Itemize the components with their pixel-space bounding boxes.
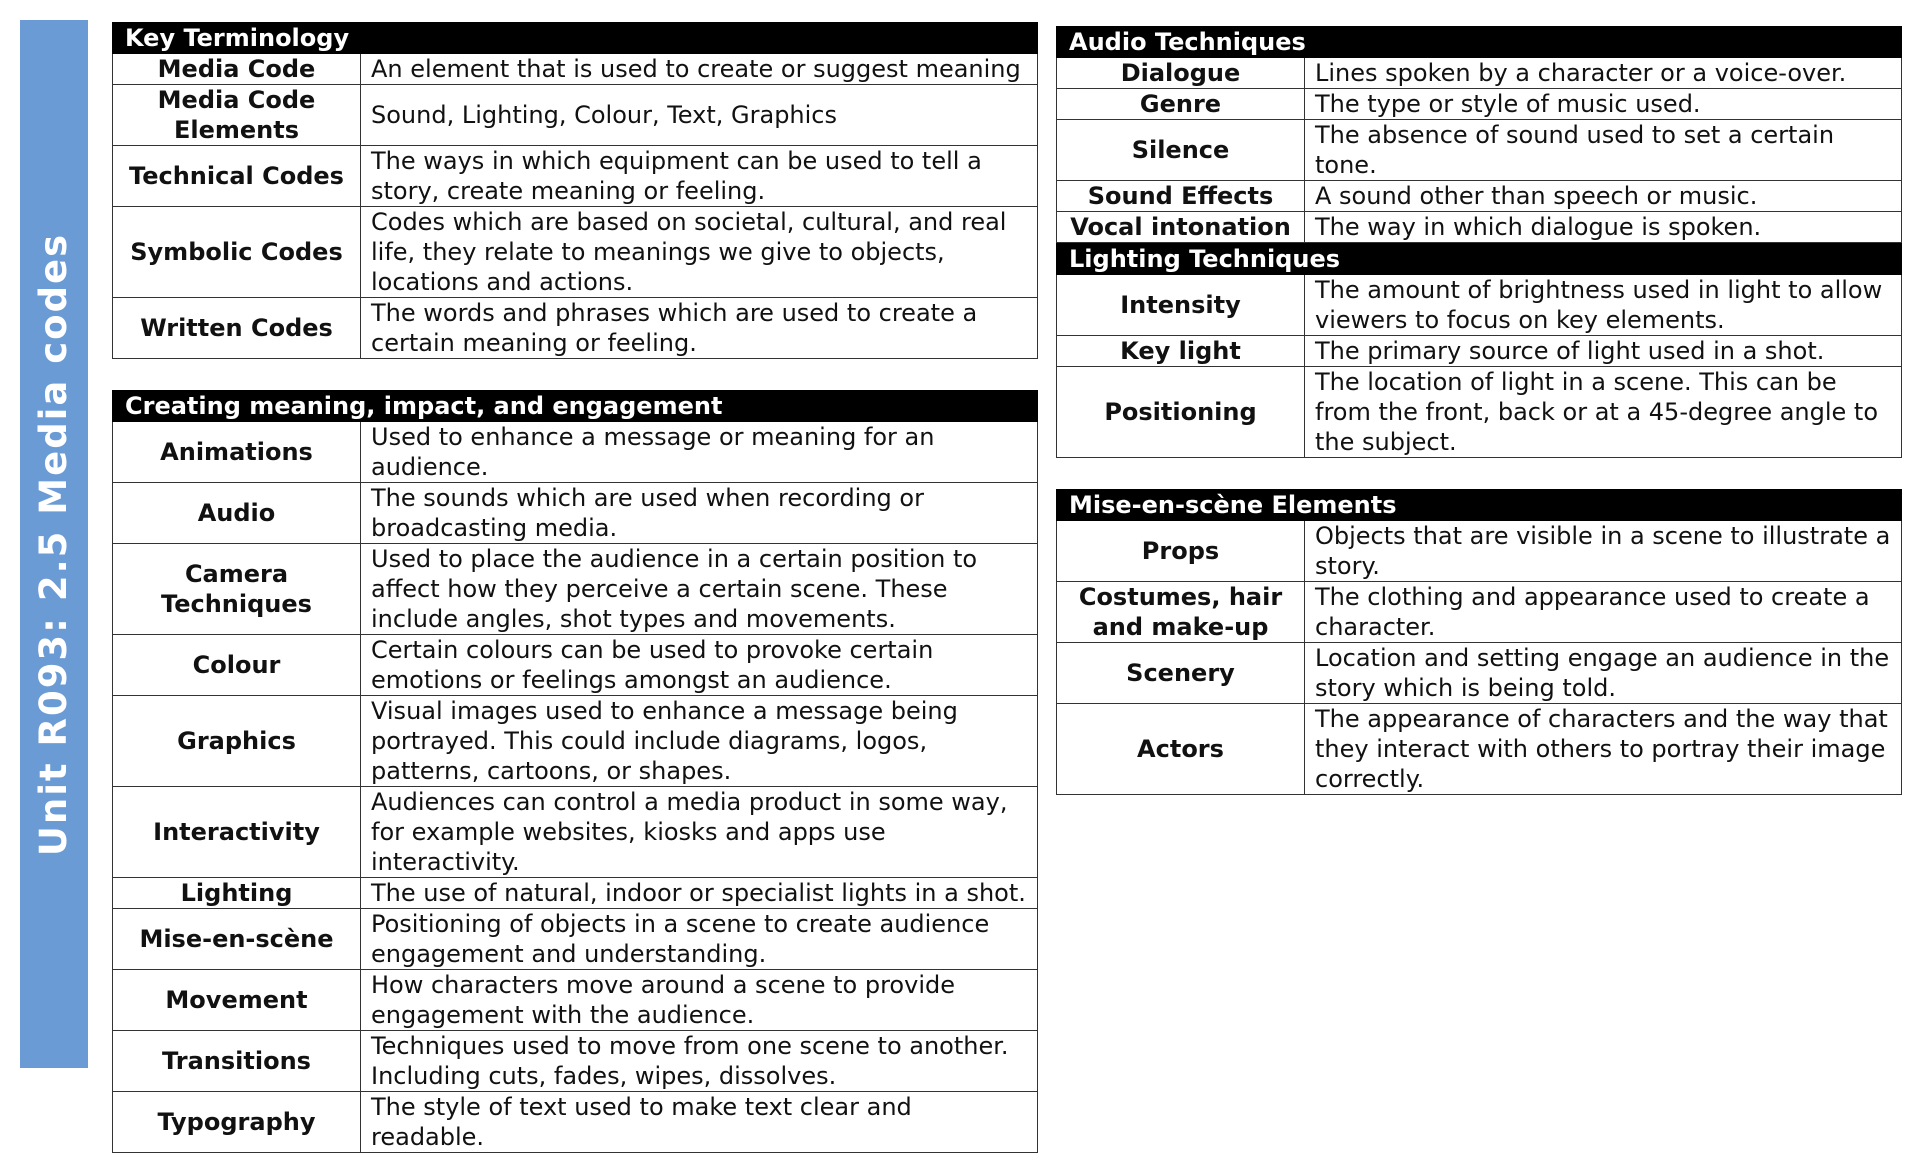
table-row — [1057, 704, 1902, 795]
definition-cell: Sound, Lighting, Colour, Text, Graphics — [361, 85, 1038, 146]
table-row — [1057, 367, 1902, 458]
sidebar-banner — [20, 20, 88, 1068]
lighting-techniques-table — [1056, 243, 1902, 458]
definition-cell: The absence of sound used to set a certain tone. — [1305, 120, 1902, 181]
table-row — [113, 146, 1038, 207]
term-cell: Positioning — [1057, 367, 1305, 458]
term-cell: Media Code — [113, 54, 361, 85]
term-cell: Vocal intonation — [1057, 212, 1305, 243]
table-header: Audio Techniques — [1057, 27, 1902, 58]
key-terminology-table — [112, 22, 1038, 359]
table-row — [1057, 120, 1902, 181]
definition-cell: An element that is used to create or suggest meaning — [361, 54, 1038, 85]
table-header: Creating meaning, impact, and engagement — [113, 391, 1038, 422]
term-cell: Genre — [1057, 89, 1305, 120]
table-row — [1057, 643, 1902, 704]
definition-cell: Objects that are visible in a scene to illustrate a story. — [1305, 521, 1902, 582]
term-cell: Dialogue — [1057, 58, 1305, 89]
creating-meaning-table — [112, 390, 1038, 1153]
table-row — [1057, 336, 1902, 367]
table-row — [113, 85, 1038, 146]
term-cell: Scenery — [1057, 643, 1305, 704]
definition-cell: The ways in which equipment can be used to tell a story, create meaning or feeling. — [361, 146, 1038, 207]
term-cell: Sound Effects — [1057, 181, 1305, 212]
table-row — [113, 422, 1038, 483]
definition-cell: Location and setting engage an audience in the story which is being told. — [1305, 643, 1902, 704]
term-cell: Graphics — [113, 696, 361, 787]
table-row — [113, 909, 1038, 970]
table-row — [1057, 582, 1902, 643]
definition-cell: The primary source of light used in a shot. — [1305, 336, 1902, 367]
term-cell: Lighting — [113, 878, 361, 909]
definition-cell: Lines spoken by a character or a voice-over. — [1305, 58, 1902, 89]
term-cell: Actors — [1057, 704, 1305, 795]
mise-en-scene-table — [1056, 489, 1902, 795]
table-row — [113, 1092, 1038, 1153]
term-cell: Transitions — [113, 1031, 361, 1092]
term-cell: Key light — [1057, 336, 1305, 367]
term-cell: Silence — [1057, 120, 1305, 181]
definition-cell: Used to enhance a message or meaning for an audience. — [361, 422, 1038, 483]
definition-cell: Techniques used to move from one scene to another. Including cuts, fades, wipes, dissolves. — [361, 1031, 1038, 1092]
definition-cell: Codes which are based on societal, cultural, and real life, they relate to meanings we give to objects, locations and actions. — [361, 207, 1038, 298]
definition-cell: The use of natural, indoor or specialist lights in a shot. — [361, 878, 1038, 909]
table-row — [1057, 521, 1902, 582]
table-row — [113, 696, 1038, 787]
definition-cell: Used to place the audience in a certain position to affect how they perceive a certain scene. These include angles, shot types and movements. — [361, 544, 1038, 635]
table-header: Mise-en-scène Elements — [1057, 490, 1902, 521]
definition-cell: How characters move around a scene to provide engagement with the audience. — [361, 970, 1038, 1031]
audio-techniques-table — [1056, 26, 1902, 243]
table-row — [1057, 89, 1902, 120]
term-cell: Costumes, hair and make-up — [1057, 582, 1305, 643]
term-cell: Movement — [113, 970, 361, 1031]
table-row — [113, 878, 1038, 909]
table-row — [1057, 58, 1902, 89]
term-cell: Written Codes — [113, 298, 361, 359]
definition-cell: Visual images used to enhance a message being portrayed. This could include diagrams, logos, patterns, cartoons, or shapes. — [361, 696, 1038, 787]
table-row — [113, 54, 1038, 85]
term-cell: Interactivity — [113, 787, 361, 878]
table-row — [113, 298, 1038, 359]
definition-cell: Certain colours can be used to provoke certain emotions or feelings amongst an audience. — [361, 635, 1038, 696]
definition-cell: The style of text used to make text clear and readable. — [361, 1092, 1038, 1153]
table-row — [113, 1031, 1038, 1092]
term-cell: Technical Codes — [113, 146, 361, 207]
definition-cell: The clothing and appearance used to create a character. — [1305, 582, 1902, 643]
term-cell: Symbolic Codes — [113, 207, 361, 298]
definition-cell: Positioning of objects in a scene to create audience engagement and understanding. — [361, 909, 1038, 970]
definition-cell: The location of light in a scene. This can be from the front, back or at a 45-degree angle to the subject. — [1305, 367, 1902, 458]
term-cell: Mise-en-scène — [113, 909, 361, 970]
table-row — [113, 970, 1038, 1031]
term-cell: Animations — [113, 422, 361, 483]
term-cell: Typography — [113, 1092, 361, 1153]
table-row — [113, 787, 1038, 878]
term-cell: Camera Techniques — [113, 544, 361, 635]
term-cell: Intensity — [1057, 275, 1305, 336]
definition-cell: Audiences can control a media product in some way, for example websites, kiosks and apps use interactivity. — [361, 787, 1038, 878]
table-row — [1057, 181, 1902, 212]
term-cell: Media Code Elements — [113, 85, 361, 146]
definition-cell: A sound other than speech or music. — [1305, 181, 1902, 212]
definition-cell: The type or style of music used. — [1305, 89, 1902, 120]
table-row — [113, 635, 1038, 696]
definition-cell: The amount of brightness used in light to allow viewers to focus on key elements. — [1305, 275, 1902, 336]
definition-cell: The way in which dialogue is spoken. — [1305, 212, 1902, 243]
term-cell: Colour — [113, 635, 361, 696]
term-cell: Audio — [113, 483, 361, 544]
table-header: Key Terminology — [113, 23, 1038, 54]
table-row — [113, 544, 1038, 635]
table-row — [113, 207, 1038, 298]
definition-cell: The appearance of characters and the way that they interact with others to portray their image correctly. — [1305, 704, 1902, 795]
table-row — [1057, 212, 1902, 243]
term-cell: Props — [1057, 521, 1305, 582]
sidebar-title: Unit R093: 2.5 Media codes — [32, 232, 76, 856]
definition-cell: The words and phrases which are used to create a certain meaning or feeling. — [361, 298, 1038, 359]
table-row — [1057, 275, 1902, 336]
table-header: Lighting Techniques — [1057, 244, 1902, 275]
table-row — [113, 483, 1038, 544]
definition-cell: The sounds which are used when recording or broadcasting media. — [361, 483, 1038, 544]
